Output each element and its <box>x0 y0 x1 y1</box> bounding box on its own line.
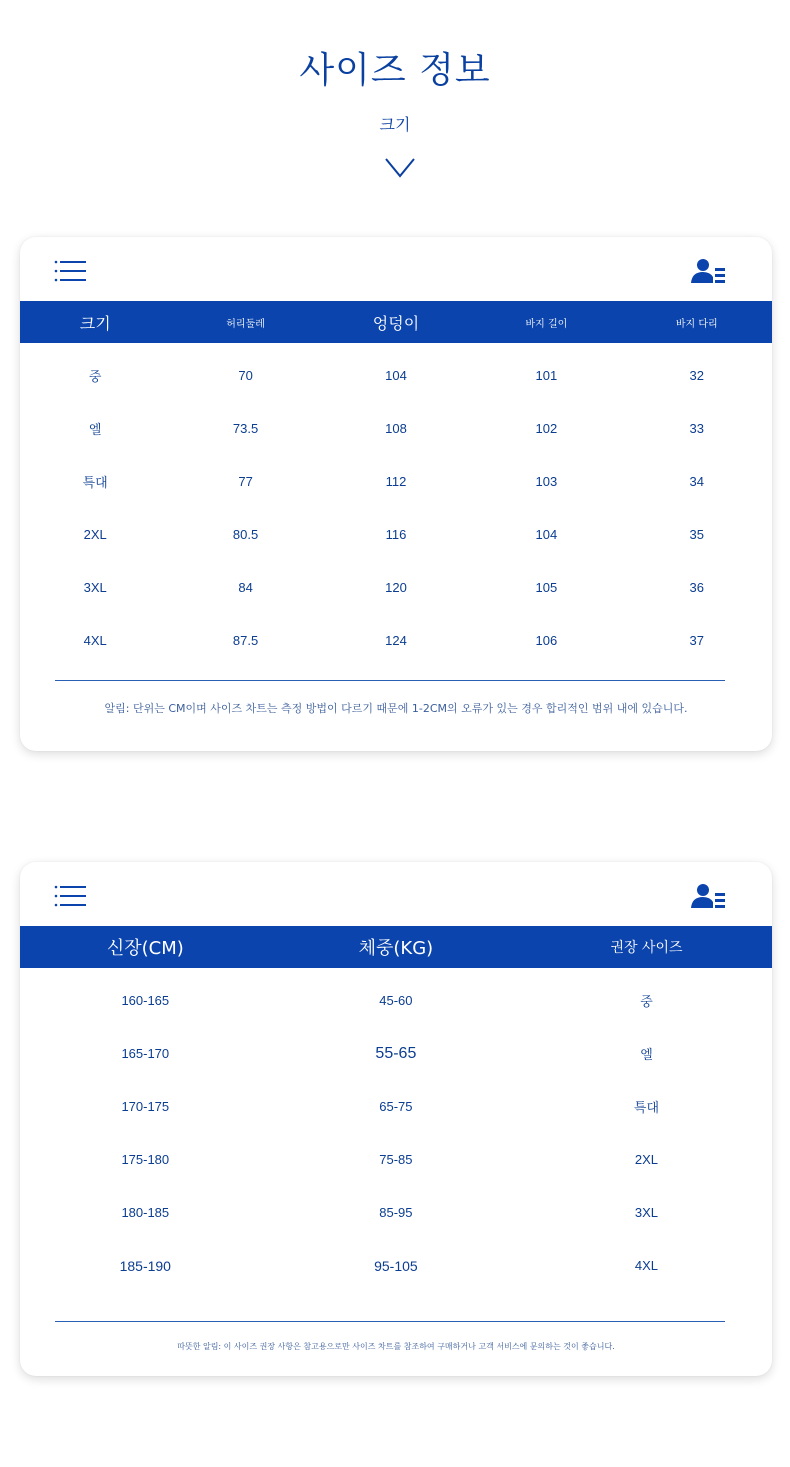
column-header: 바지 길이 <box>525 318 568 330</box>
table-cell: 45-60 <box>379 993 413 1008</box>
table-cell: 102 <box>535 421 558 436</box>
table-cell: 특대 <box>633 1100 660 1115</box>
divider <box>55 680 725 681</box>
table-cell: 80.5 <box>232 527 259 542</box>
user-card-icon <box>690 257 726 285</box>
table-cell: 185-190 <box>119 1257 171 1274</box>
table-row <box>20 1080 772 1133</box>
table-cell: 65-75 <box>379 1099 413 1114</box>
table-cell: 3XL <box>83 580 107 595</box>
table-body <box>20 974 772 1292</box>
table-cell: 특대 <box>82 475 108 490</box>
table-header <box>20 301 772 343</box>
page-title: 사이즈 정보 <box>299 50 491 91</box>
table-row <box>20 508 772 561</box>
table-cell: 165-170 <box>121 1046 170 1061</box>
table-row <box>20 1027 772 1080</box>
table-row <box>20 561 772 614</box>
table-cell: 108 <box>385 421 407 436</box>
chevron-down-icon <box>384 156 416 180</box>
table-cell: 36 <box>689 580 704 595</box>
table-cell: 중 <box>88 369 102 384</box>
table-cell: 55-65 <box>375 1044 417 1062</box>
table-cell: 116 <box>385 527 407 542</box>
table-cell: 33 <box>689 421 704 436</box>
list-icon <box>54 884 88 908</box>
table-cell: 70 <box>238 368 253 383</box>
table-row <box>20 1186 772 1239</box>
recommendation-card <box>20 862 772 1376</box>
table-cell: 35 <box>689 527 704 542</box>
table-row <box>20 455 772 508</box>
column-header: 체중(KG) <box>358 938 434 959</box>
table-cell: 4XL <box>634 1258 659 1273</box>
table-cell: 중 <box>640 994 653 1009</box>
table-cell: 170-175 <box>121 1099 170 1114</box>
table-cell: 95-105 <box>374 1257 418 1274</box>
table-cell: 4XL <box>83 633 107 648</box>
table-cell: 엘 <box>88 422 102 437</box>
table-cell: 73.5 <box>232 421 259 436</box>
table-cell: 84 <box>238 580 253 595</box>
table-cell: 180-185 <box>121 1205 170 1220</box>
table-cell: 32 <box>689 368 704 383</box>
list-icon <box>54 259 88 283</box>
table-cell: 87.5 <box>232 633 259 648</box>
size-chart-card <box>20 237 772 751</box>
table-cell: 104 <box>385 368 407 383</box>
table-body <box>20 349 772 667</box>
column-header: 권장 사이즈 <box>610 940 683 956</box>
page-subtitle: 크기 <box>379 115 411 134</box>
column-header: 신장(CM) <box>106 938 184 959</box>
table-row <box>20 1239 772 1292</box>
column-header: 허리둘레 <box>226 318 265 330</box>
table-cell: 105 <box>535 580 558 595</box>
size-note: 알림: 단위는 CM이며 사이즈 차트는 측정 방법이 다르기 때문에 1-2CM의 오류가 있는 경우 합리적인 범위 내에 있습니다. <box>104 702 688 715</box>
table-row <box>20 1133 772 1186</box>
header <box>0 0 790 200</box>
table-row <box>20 349 772 402</box>
table-cell: 175-180 <box>121 1152 170 1167</box>
column-header: 바지 다리 <box>675 318 718 330</box>
table-cell: 160-165 <box>121 993 170 1008</box>
table-row <box>20 402 772 455</box>
table-header <box>20 926 772 968</box>
table-cell: 104 <box>535 527 558 542</box>
recommendation-note: 따뜻한 알림: 이 사이즈 권장 사항은 참고용으로만 사이즈 차트를 참조하여 구매하거나 고객 서비스에 문의하는 것이 좋습니다. <box>177 1342 615 1351</box>
table-row <box>20 974 772 1027</box>
table-cell: 85-95 <box>379 1205 413 1220</box>
table-cell: 120 <box>385 580 407 595</box>
table-cell: 112 <box>385 474 407 489</box>
table-cell: 124 <box>385 633 407 648</box>
table-cell: 2XL <box>634 1152 659 1167</box>
table-cell: 106 <box>535 633 558 648</box>
table-cell: 103 <box>535 474 558 489</box>
table-cell: 37 <box>689 633 704 648</box>
user-card-icon <box>690 882 726 910</box>
table-cell: 75-85 <box>379 1152 413 1167</box>
table-cell: 엘 <box>640 1047 653 1062</box>
table-cell: 101 <box>535 368 558 383</box>
table-cell: 77 <box>238 474 253 489</box>
table-row <box>20 614 772 667</box>
table-cell: 2XL <box>83 527 107 542</box>
table-cell: 34 <box>689 474 704 489</box>
column-header: 엉덩이 <box>372 313 420 333</box>
column-header: 크기 <box>79 313 111 333</box>
divider <box>55 1321 725 1322</box>
table-cell: 3XL <box>634 1205 659 1220</box>
